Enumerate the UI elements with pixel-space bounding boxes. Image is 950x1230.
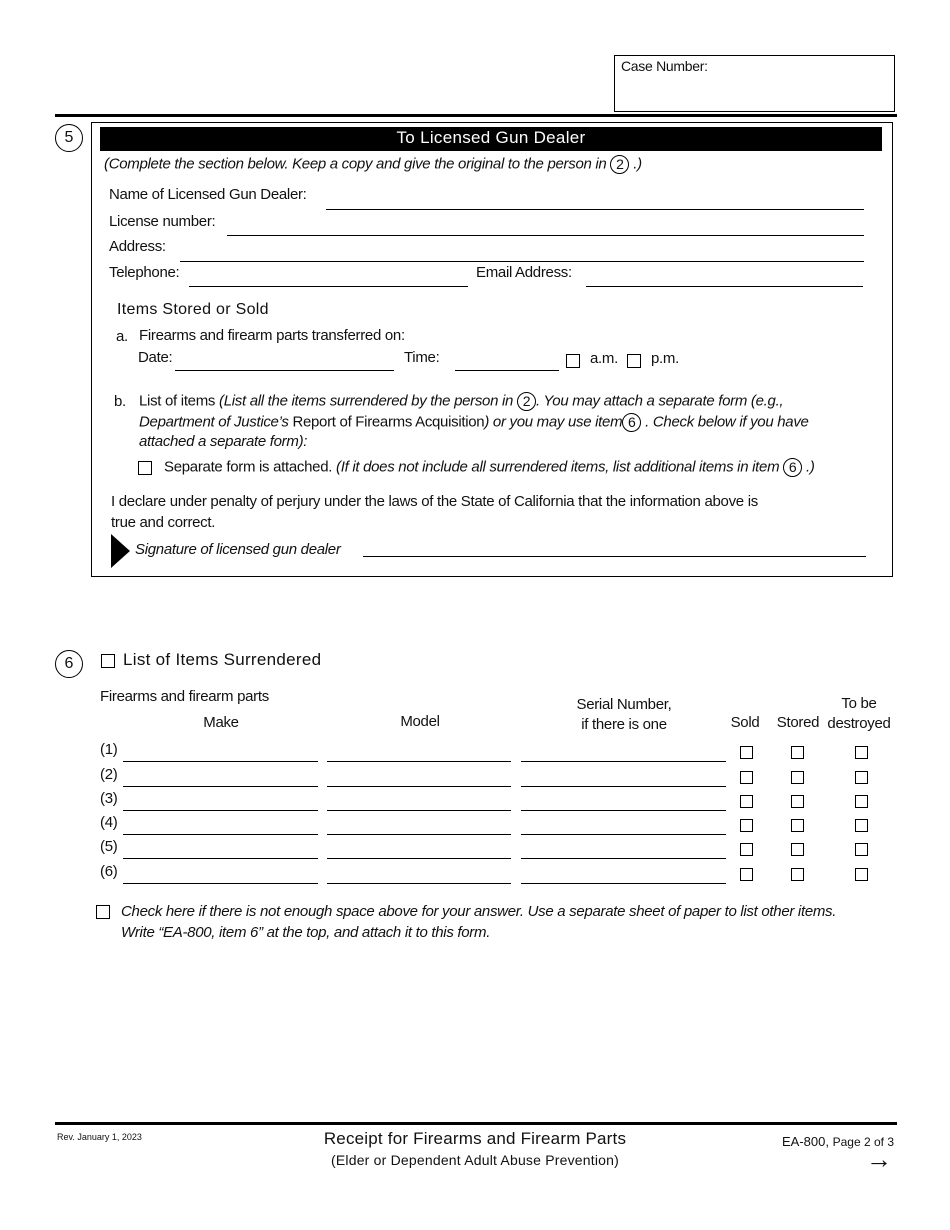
stored-checkbox[interactable]: [791, 843, 804, 856]
make-field[interactable]: [123, 761, 318, 762]
email-label: Email Address:: [476, 264, 572, 281]
item-b-marker: b.: [114, 393, 126, 410]
row-number: (1): [100, 741, 118, 758]
serial-field[interactable]: [521, 810, 726, 811]
item-a-text: Firearms and firearm parts transferred on:: [139, 327, 405, 344]
am-label: a.m.: [590, 350, 618, 367]
model-field[interactable]: [327, 883, 511, 884]
sold-checkbox[interactable]: [740, 843, 753, 856]
row-number: (5): [100, 838, 118, 855]
time-label: Time:: [404, 349, 440, 366]
model-field[interactable]: [327, 786, 511, 787]
row-number: (2): [100, 766, 118, 783]
telephone-field[interactable]: [189, 286, 468, 287]
sold-checkbox[interactable]: [740, 746, 753, 759]
footer-title: Receipt for Firearms and Firearm Parts: [323, 1129, 627, 1148]
page-number: Page 2 of 3: [832, 1135, 894, 1149]
sold-checkbox[interactable]: [740, 819, 753, 832]
column-destroyed-line-2: destroyed: [827, 715, 891, 732]
sold-checkbox[interactable]: [740, 771, 753, 784]
make-field[interactable]: [123, 786, 318, 787]
dealer-name-label: Name of Licensed Gun Dealer:: [109, 186, 307, 203]
section-6-title: List of Items Surrendered: [123, 650, 322, 669]
declaration-line-2: true and correct.: [111, 514, 216, 531]
stored-checkbox[interactable]: [791, 771, 804, 784]
destroyed-checkbox[interactable]: [855, 746, 868, 759]
column-serial-line-1: Serial Number,: [576, 696, 672, 713]
make-field[interactable]: [123, 883, 318, 884]
stored-checkbox[interactable]: [791, 819, 804, 832]
more-space-line-2: Write “EA-800, item 6” at the top, and attach it to this form.: [121, 924, 491, 941]
sold-checkbox[interactable]: [740, 795, 753, 808]
column-destroyed-line-1: To be: [841, 695, 877, 712]
serial-field[interactable]: [521, 786, 726, 787]
stored-checkbox[interactable]: [791, 868, 804, 881]
items-stored-heading: Items Stored or Sold: [117, 301, 269, 318]
time-field[interactable]: [455, 370, 559, 371]
declaration-line-1: I declare under penalty of perjury under the laws of the State of California that the information above is: [111, 493, 758, 510]
separate-form-checkbox[interactable]: [138, 461, 152, 475]
header-rule: [55, 114, 897, 117]
date-field[interactable]: [175, 370, 394, 371]
serial-field[interactable]: [521, 761, 726, 762]
model-field[interactable]: [327, 761, 511, 762]
license-number-field[interactable]: [227, 235, 864, 236]
make-field[interactable]: [123, 810, 318, 811]
next-page-arrow-icon: →: [866, 1144, 892, 1174]
pm-label: p.m.: [651, 350, 679, 367]
section-5-number: 5: [55, 124, 83, 152]
email-field[interactable]: [586, 286, 863, 287]
destroyed-checkbox[interactable]: [855, 843, 868, 856]
item-6-ref-sep: 6: [783, 458, 802, 477]
item-2-ref: 2: [610, 155, 629, 174]
section-5-title: To Licensed Gun Dealer: [396, 128, 586, 147]
destroyed-checkbox[interactable]: [855, 771, 868, 784]
destroyed-checkbox[interactable]: [855, 795, 868, 808]
model-field[interactable]: [327, 834, 511, 835]
destroyed-checkbox[interactable]: [855, 819, 868, 832]
more-space-checkbox[interactable]: [96, 905, 110, 919]
model-field[interactable]: [327, 810, 511, 811]
item-6-ref-b: 6: [622, 413, 641, 432]
footer-subtitle: (Elder or Dependent Adult Abuse Prevention): [331, 1152, 619, 1168]
address-label: Address:: [109, 238, 166, 255]
make-field[interactable]: [123, 834, 318, 835]
license-number-label: License number:: [109, 213, 216, 230]
section-5-instruction: (Complete the section below. Keep a copy and give the original to the person in 2 .): [104, 155, 642, 173]
section-6-checkbox[interactable]: [101, 654, 115, 668]
sold-checkbox[interactable]: [740, 868, 753, 881]
date-label: Date:: [138, 349, 173, 366]
form-id: EA-800,: [782, 1134, 829, 1149]
firearms-group-label: Firearms and firearm parts: [100, 688, 269, 705]
item-b-line-1: List of items (List all the items surrendered by the person in 2 . You may attach a separate form (e.g.,: [139, 392, 784, 410]
item-a-marker: a.: [116, 328, 128, 345]
more-space-line-1: Check here if there is not enough space above for your answer. Use a separate sheet of paper to list other items.: [121, 903, 837, 920]
make-field[interactable]: [123, 858, 318, 859]
item-b-line-3: attached a separate form):: [139, 433, 308, 450]
column-model: Model: [400, 713, 440, 730]
stored-checkbox[interactable]: [791, 746, 804, 759]
footer-rule: [55, 1122, 897, 1125]
pm-checkbox[interactable]: [627, 354, 641, 368]
address-field[interactable]: [180, 261, 864, 262]
serial-field[interactable]: [521, 883, 726, 884]
item-b-line-2: Department of Justice’s Report of Firearms Acquisition) or you may use item 6 . Check below if you have: [139, 413, 809, 431]
signature-field[interactable]: [363, 556, 866, 557]
telephone-label: Telephone:: [109, 264, 180, 281]
column-serial-line-2: if there is one: [581, 716, 667, 733]
model-field[interactable]: [327, 858, 511, 859]
stored-checkbox[interactable]: [791, 795, 804, 808]
row-number: (4): [100, 814, 118, 831]
case-number-box[interactable]: [614, 55, 895, 112]
column-sold: Sold: [730, 714, 760, 731]
column-stored: Stored: [776, 714, 820, 731]
section-6-number: 6: [55, 650, 83, 678]
row-number: (3): [100, 790, 118, 807]
am-checkbox[interactable]: [566, 354, 580, 368]
serial-field[interactable]: [521, 858, 726, 859]
column-make: Make: [203, 714, 239, 731]
signature-arrow-icon: [111, 534, 131, 568]
signature-label: Signature of licensed gun dealer: [135, 541, 341, 558]
revision-date: Rev. January 1, 2023: [57, 1132, 142, 1142]
destroyed-checkbox[interactable]: [855, 868, 868, 881]
serial-field[interactable]: [521, 834, 726, 835]
item-2-ref-b: 2: [517, 392, 536, 411]
row-number: (6): [100, 863, 118, 880]
dealer-name-field[interactable]: [326, 209, 864, 210]
case-number-label: Case Number:: [621, 58, 708, 74]
separate-form-text: Separate form is attached. (If it does not include all surrendered items, list additional items in item 6 .): [164, 458, 815, 476]
